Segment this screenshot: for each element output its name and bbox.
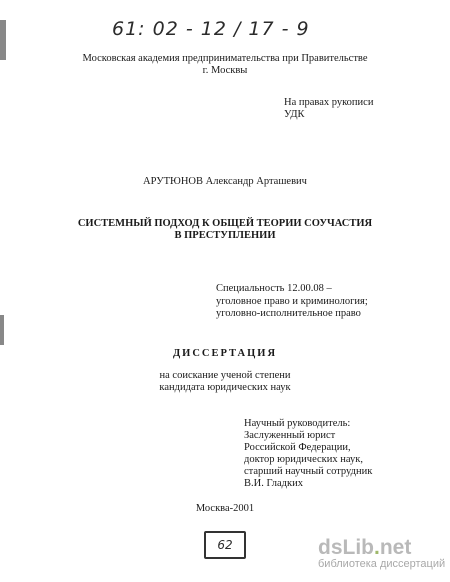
supervisor-line-6: В.И. Гладких bbox=[244, 478, 303, 489]
dslib-watermark bbox=[318, 536, 411, 560]
udk-label: УДК bbox=[284, 109, 305, 120]
dissertation-title-line-2: В ПРЕСТУПЛЕНИИ bbox=[174, 230, 276, 241]
degree-line-1: на соискание ученой степени bbox=[159, 370, 291, 381]
supervisor-line-5: старший научный сотрудник bbox=[244, 466, 373, 477]
supervisor-line-1: Научный руководитель: bbox=[244, 418, 351, 429]
stamp-number: 62 bbox=[217, 538, 233, 552]
dissertation-title-line-1: СИСТЕМНЫЙ ПОДХОД К ОБЩЕЙ ТЕОРИИ СОУЧАСТИЯ bbox=[77, 218, 373, 229]
supervisor-line-4: доктор юридических наук, bbox=[244, 454, 363, 465]
specialty-line-3: уголовно-исполнительное право bbox=[216, 308, 361, 319]
specialty-line-2: уголовное право и криминология; bbox=[216, 296, 368, 307]
specialty-line-1: Специальность 12.00.08 – bbox=[216, 283, 332, 294]
institution-line-1: Московская академия предпринимательства при Правительстве bbox=[82, 53, 368, 64]
document-type-heading: ДИССЕРТАЦИЯ bbox=[172, 348, 278, 359]
watermark-logo: dsLib.net bbox=[318, 536, 412, 559]
supervisor-line-2: Заслуженный юрист bbox=[244, 430, 336, 441]
handwritten-code: 61: 02 - 12 / 17 - 9 bbox=[112, 18, 310, 40]
library-stamp bbox=[204, 531, 246, 559]
scan-edge-shadow bbox=[0, 20, 6, 60]
watermark-subtitle: библиотека диссертаций bbox=[318, 558, 446, 570]
place-and-year: Москва-2001 bbox=[195, 503, 255, 514]
rights-label: На правах рукописи bbox=[284, 97, 374, 108]
degree-line-2: кандидата юридических наук bbox=[159, 382, 291, 393]
author-name: АРУТЮНОВ Александр Арташевич bbox=[143, 176, 307, 187]
supervisor-line-3: Российской Федерации, bbox=[244, 442, 351, 453]
scan-edge-shadow bbox=[0, 315, 4, 345]
institution-line-2: г. Москвы bbox=[202, 65, 248, 76]
